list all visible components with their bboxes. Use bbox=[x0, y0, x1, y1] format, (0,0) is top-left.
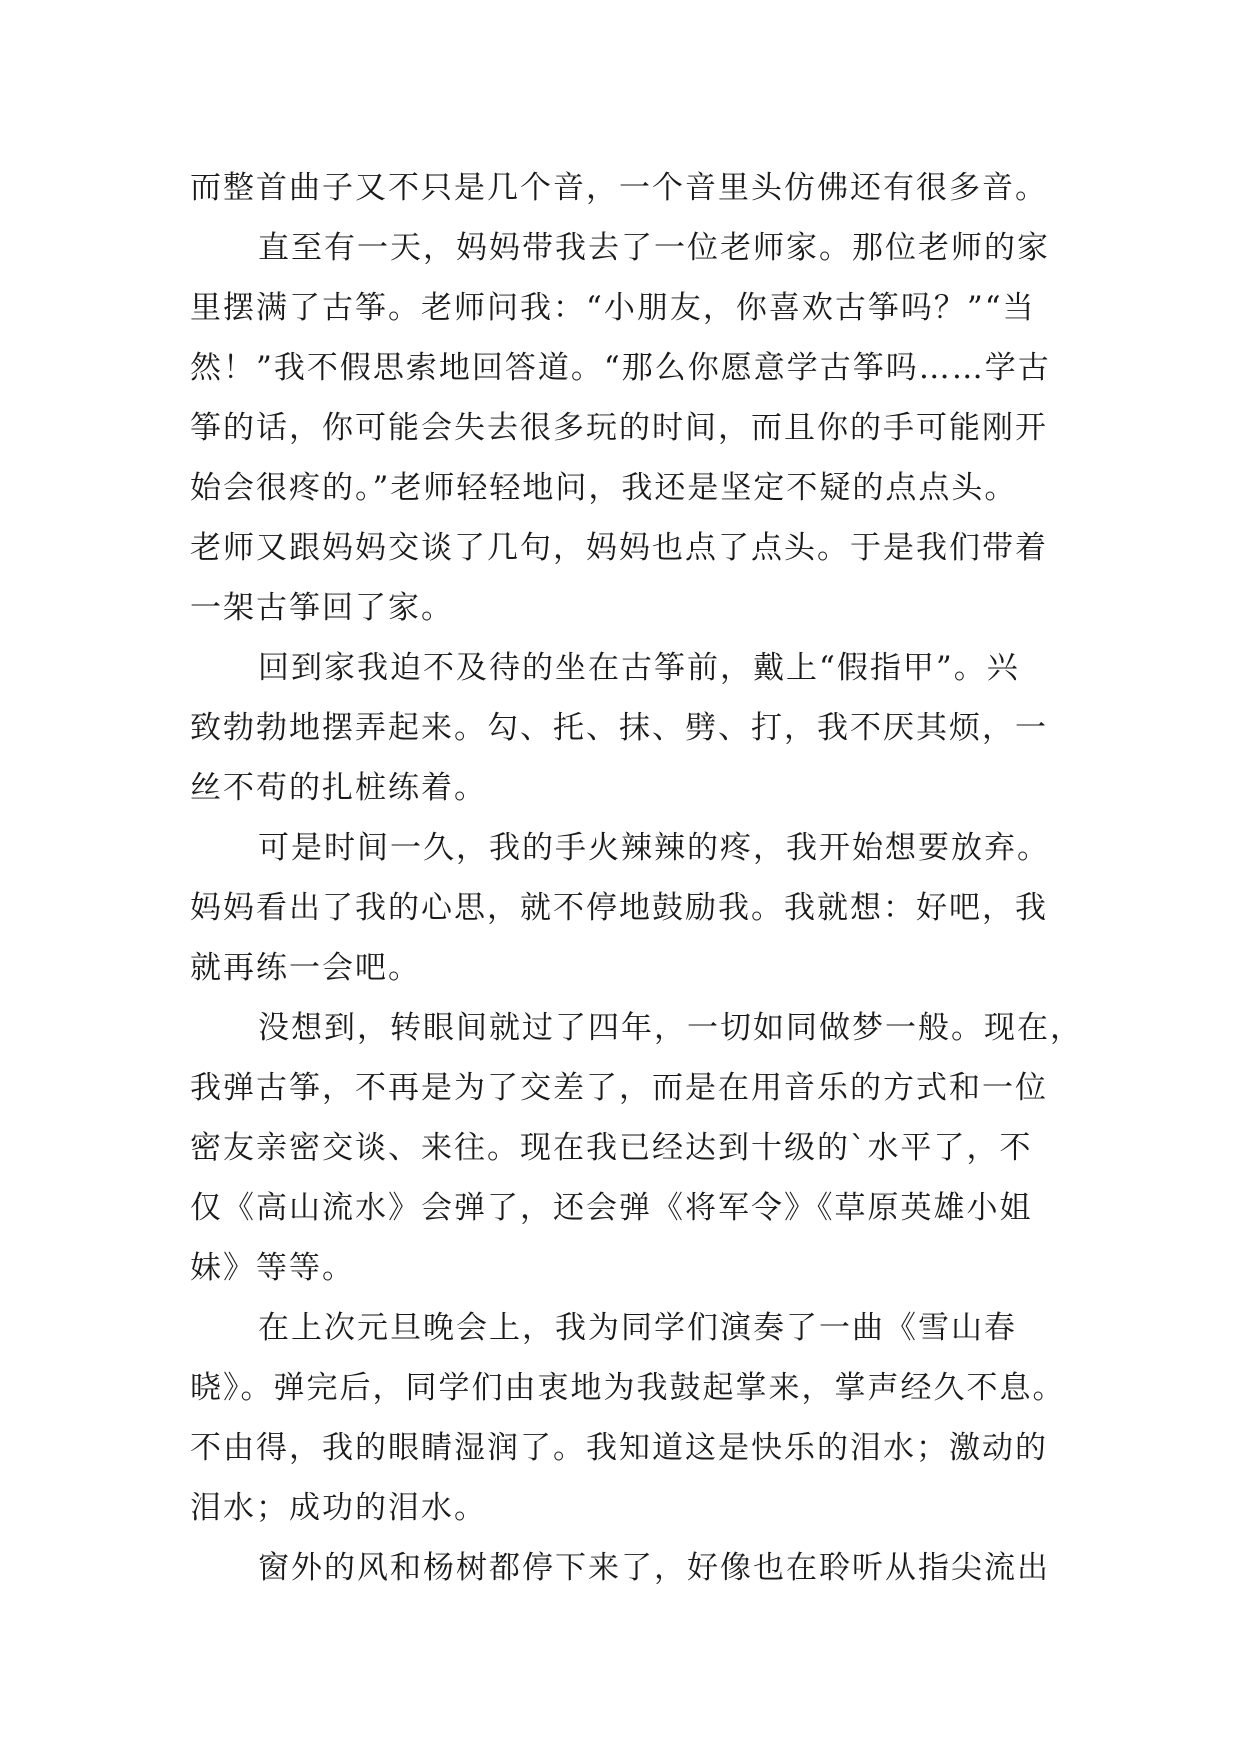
text-line: 妈妈看出了我的心思，就不停地鼓励我。我就想：好吧，我 bbox=[190, 890, 1048, 926]
text-line: 一架古筝回了家。 bbox=[190, 590, 454, 626]
text-line: 丝不苟的扎桩练着。 bbox=[190, 770, 487, 806]
body-text bbox=[190, 158, 1083, 1598]
text-line: 筝的话，你可能会失去很多玩的时间，而且你的手可能刚开 bbox=[190, 410, 1048, 446]
text-line: 可是时间一久，我的手火辣辣的疼，我开始想要放弃。 bbox=[258, 830, 1050, 866]
text-line: 妹》等等。 bbox=[190, 1250, 355, 1286]
text-line: 里摆满了古筝。老师问我：“小朋友，你喜欢古筝吗？”“当 bbox=[190, 290, 1036, 326]
text-line: 泪水；成功的泪水。 bbox=[190, 1490, 487, 1526]
text-line: 然！”我不假思索地回答道。“那么你愿意学古筝吗……学古 bbox=[190, 350, 1051, 386]
text-line: 而整首曲子又不只是几个音，一个音里头仿佛还有很多音。 bbox=[190, 170, 1048, 206]
text-line: 直至有一天，妈妈带我去了一位老师家。那位老师的家 bbox=[258, 230, 1050, 266]
text-line: 致勃勃地摆弄起来。勾、托、抹、劈、打，我不厌其烦，一 bbox=[190, 710, 1048, 746]
text-line: 老师又跟妈妈交谈了几句，妈妈也点了点头。于是我们带着 bbox=[190, 530, 1048, 566]
text-line: 晓》。弹完后，同学们由衷地为我鼓起掌来，掌声经久不息。 bbox=[190, 1370, 1066, 1406]
text-line: 回到家我迫不及待的坐在古筝前，戴上“假指甲”。兴 bbox=[258, 650, 1020, 686]
text-line: 在上次元旦晚会上，我为同学们演奏了一曲《雪山春 bbox=[258, 1310, 1017, 1346]
text-line: 窗外的风和杨树都停下来了，好像也在聆听从指尖流出 bbox=[258, 1550, 1050, 1586]
text-line: 就再练一会吧。 bbox=[190, 950, 421, 986]
text-line: 不由得，我的眼睛湿润了。我知道这是快乐的泪水；激动的 bbox=[190, 1430, 1048, 1466]
text-line: 我弹古筝，不再是为了交差了，而是在用音乐的方式和一位 bbox=[190, 1070, 1048, 1106]
text-line: 仅《高山流水》会弹了，还会弹《将军令》《草原英雄小姐 bbox=[190, 1190, 1033, 1226]
text-line: 始会很疼的。”老师轻轻地问，我还是坚定不疑的点点头。 bbox=[190, 470, 1018, 506]
text-line: 没想到，转眼间就过了四年，一切如同做梦一般。现在， bbox=[258, 1010, 1083, 1046]
text-line: 密友亲密交谈、来往。现在我已经达到十级的`水平了，不 bbox=[190, 1130, 1033, 1166]
